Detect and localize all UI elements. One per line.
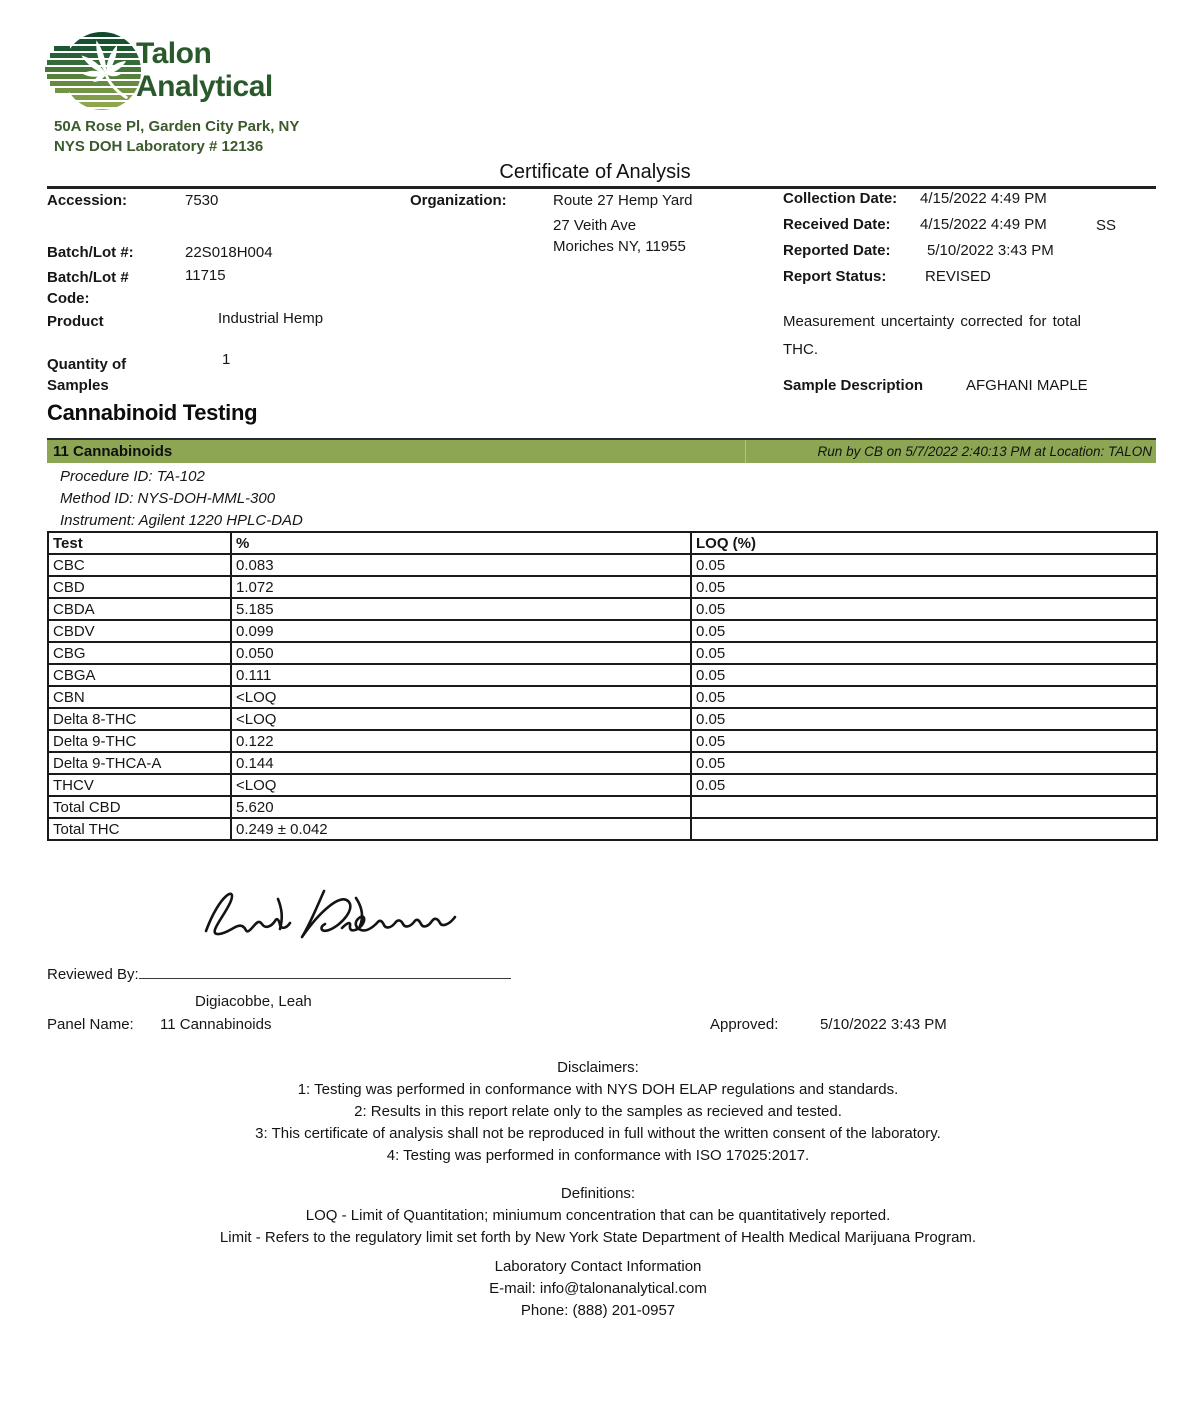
brand-line1: Talon: [136, 37, 212, 70]
organization-label: Organization:: [410, 192, 507, 209]
procedure-id: Procedure ID: TA-102: [60, 468, 205, 485]
test-percent: 0.099: [231, 620, 691, 642]
panel-name-value: 11 Cannabinoids: [160, 1016, 272, 1033]
method-id: Method ID: NYS-DOH-MML-300: [60, 490, 276, 507]
batch-lot-value: 22S018H004: [185, 244, 273, 261]
batch-lot-code-label: Batch/Lot # Code:: [47, 269, 129, 307]
contact-email: E-mail: info@talonanalytical.com: [489, 1280, 707, 1297]
contact-phone: Phone: (888) 201-0957: [520, 1302, 676, 1319]
test-percent: 1.072: [231, 576, 691, 598]
test-name: CBD: [48, 576, 231, 598]
product-label: Product: [47, 313, 104, 330]
panel-bar-divider: [745, 440, 746, 463]
test-percent: 0.144: [231, 752, 691, 774]
table-row: [48, 664, 1157, 686]
measurement-note: Measurement uncertainty corrected for total THC.: [783, 313, 1081, 358]
reviewed-by-row: [47, 965, 511, 983]
brand-name: [136, 37, 273, 103]
disclaimer-line: 3: This certificate of analysis shall not be reproduced in full without the written consent of the laboratory.: [255, 1125, 941, 1142]
lab-address-line1: 50A Rose Pl, Garden City Park, NY: [54, 118, 300, 135]
table-row: [48, 774, 1157, 796]
reviewer-name: Digiacobbe, Leah: [195, 993, 312, 1010]
received-date-value: 4/15/2022 4:49 PM: [920, 216, 1047, 233]
table-row: [48, 620, 1157, 642]
product-value: Industrial Hemp: [218, 310, 324, 327]
definitions-title: Definitions:: [560, 1185, 636, 1202]
table-row: [48, 686, 1157, 708]
definition-line: LOQ - Limit of Quantitation; miniumum concentration that can be quantitatively reported.: [305, 1207, 891, 1224]
test-loq: 0.05: [691, 708, 1157, 730]
collection-date-label: Collection Date:: [783, 190, 898, 207]
quantity-of-samples-label: Quantity of Samples: [47, 356, 127, 394]
disclaimer-line: 4: Testing was performed in conformance with ISO 17025:2017.: [386, 1147, 810, 1164]
definition-line: Limit - Refers to the regulatory limit set forth by New York State Department of Health Medical Marijuana Program.: [219, 1229, 977, 1246]
talon-logo-leaf-icon: [44, 30, 148, 114]
lab-address-line2: NYS DOH Laboratory # 12136: [54, 138, 264, 155]
title-rule: [47, 186, 1156, 189]
reviewed-by-label: Reviewed By:: [47, 966, 139, 983]
accession-value: 7530: [185, 192, 219, 209]
test-percent: 0.111: [231, 664, 691, 686]
batch-lot-code-value: 11715: [185, 267, 226, 284]
table-row: [48, 554, 1157, 576]
disclaimers-title: Disclaimers:: [557, 1059, 639, 1076]
panel-bar: [47, 438, 1156, 463]
organization-name: Route 27 Hemp Yard: [553, 192, 693, 209]
test-loq: 0.05: [691, 576, 1157, 598]
report-status-value: REVISED: [925, 268, 991, 285]
test-loq: 0.05: [691, 664, 1157, 686]
report-status-label: Report Status:: [783, 268, 887, 285]
test-loq: 0.05: [691, 554, 1157, 576]
table-row: [48, 752, 1157, 774]
table-row: [48, 576, 1157, 598]
test-percent: <LOQ: [231, 708, 691, 730]
test-percent: 5.620: [231, 796, 691, 818]
test-loq: 0.05: [691, 774, 1157, 796]
test-loq: [691, 818, 1157, 840]
contact-title: Laboratory Contact Information: [494, 1258, 702, 1275]
panel-name-label: Panel Name:: [47, 1016, 134, 1033]
test-name: THCV: [48, 774, 231, 796]
reported-date-value: 5/10/2022 3:43 PM: [927, 242, 1054, 259]
organization-address2: Moriches NY, 11955: [553, 238, 686, 255]
sample-description-value: AFGHANI MAPLE: [966, 377, 1088, 394]
approved-label: Approved:: [710, 1016, 779, 1033]
test-name: Delta 9-THC: [48, 730, 231, 752]
contact-block: [0, 1256, 1196, 1322]
collection-date-value: 4/15/2022 4:49 PM: [920, 190, 1047, 207]
test-name: CBDV: [48, 620, 231, 642]
organization-address1: 27 Veith Ave: [553, 217, 637, 234]
test-loq: 0.05: [691, 730, 1157, 752]
batch-lot-label: Batch/Lot #:: [47, 244, 134, 261]
test-percent: 0.050: [231, 642, 691, 664]
test-name: Delta 8-THC: [48, 708, 231, 730]
test-name: Total THC: [48, 818, 231, 840]
reviewed-by-line: [139, 965, 511, 979]
test-name: Total CBD: [48, 796, 231, 818]
instrument: Instrument: Agilent 1220 HPLC-DAD: [60, 512, 303, 529]
table-row: [48, 818, 1157, 840]
quantity-of-samples-value: 1: [222, 351, 231, 368]
test-loq: 0.05: [691, 752, 1157, 774]
table-row: [48, 598, 1157, 620]
test-loq: 0.05: [691, 620, 1157, 642]
reviewer-signature: [190, 883, 470, 949]
accession-label: Accession:: [47, 192, 128, 209]
test-percent: 5.185: [231, 598, 691, 620]
table-header-row: [48, 532, 1157, 554]
test-percent: <LOQ: [231, 686, 691, 708]
header-test: Test: [48, 532, 231, 554]
test-loq: [691, 796, 1157, 818]
disclaimer-line: 1: Testing was performed in conformance with NYS DOH ELAP regulations and standards.: [297, 1081, 899, 1098]
test-loq: 0.05: [691, 598, 1157, 620]
test-name: CBG: [48, 642, 231, 664]
header-loq: LOQ (%): [691, 532, 1157, 554]
header-percent: %: [231, 532, 691, 554]
table-row: [48, 730, 1157, 752]
test-percent: 0.083: [231, 554, 691, 576]
brand-line2: Analytical: [136, 70, 273, 103]
approved-value: 5/10/2022 3:43 PM: [820, 1016, 947, 1033]
received-date-label: Received Date:: [783, 216, 891, 233]
section-heading: Cannabinoid Testing: [47, 400, 258, 425]
test-name: CBC: [48, 554, 231, 576]
table-row: [48, 796, 1157, 818]
test-percent: <LOQ: [231, 774, 691, 796]
sample-description-label: Sample Description: [783, 377, 924, 394]
test-name: Delta 9-THCA-A: [48, 752, 231, 774]
definitions-block: [0, 1183, 1196, 1249]
test-name: CBDA: [48, 598, 231, 620]
reported-date-label: Reported Date:: [783, 242, 891, 259]
test-percent: 0.122: [231, 730, 691, 752]
test-name: CBGA: [48, 664, 231, 686]
lab-address: [54, 117, 299, 157]
test-loq: 0.05: [691, 686, 1157, 708]
table-row: [48, 708, 1157, 730]
table-row: [48, 642, 1157, 664]
results-table: [47, 531, 1158, 841]
disclaimers-block: [0, 1057, 1196, 1167]
document-title: Certificate of Analysis: [499, 161, 691, 183]
received-date-suffix: SS: [1096, 217, 1117, 234]
test-percent: 0.249 ± 0.042: [231, 818, 691, 840]
panel-bar-title: 11 Cannabinoids: [53, 443, 173, 460]
panel-run-info: Run by CB on 5/7/2022 2:40:13 PM at Location: TALON: [817, 444, 1152, 459]
test-name: CBN: [48, 686, 231, 708]
test-loq: 0.05: [691, 642, 1157, 664]
disclaimer-line: 2: Results in this report relate only to the samples as recieved and tested.: [354, 1103, 842, 1120]
